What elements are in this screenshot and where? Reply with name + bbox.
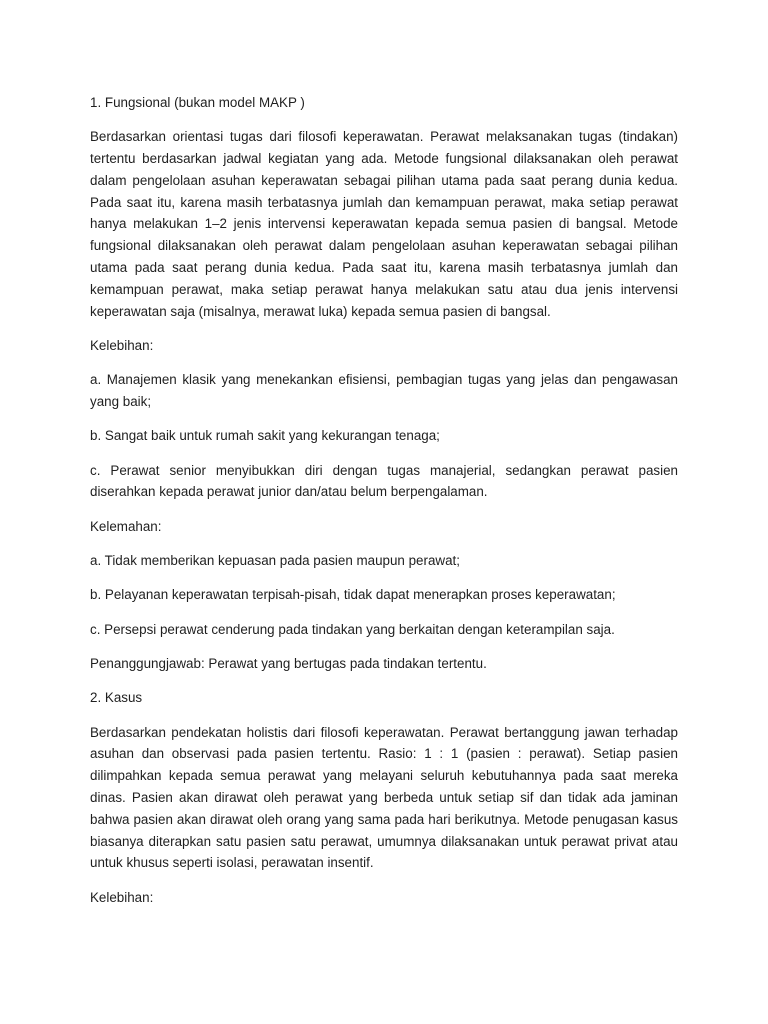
list-item-kelemahan-b: b. Pelayanan keperawatan terpisah-pisah, tidak dapat menerapkan proses keperawatan; [90, 587, 616, 603]
heading-kelemahan: Kelemahan: [90, 518, 162, 534]
section-heading-fungsional: 1. Fungsional (bukan model MAKP ) [90, 95, 305, 110]
list-item-kelebihan-b: b. Sangat baik untuk rumah sakit yang kekurangan tenaga; [90, 428, 440, 444]
list-item-kelebihan-a: a. Manajemen klasik yang menekankan efisiensi, pembagian tugas yang jelas dan pengawasan yang baik; [90, 372, 678, 410]
penanggungjawab-line: Penanggungjawab: Perawat yang bertugas pada tindakan tertentu. [90, 655, 487, 671]
paragraph-fungsional-description: Berdasarkan orientasi tugas dari filosofi keperawatan. Perawat melaksanakan tugas (tindakan) tertentu berdasarkan jadwal kegiatan yang ada. Metode fungsional dilaksanakan oleh perawat dalam pengelolaan asuhan keperawatan sebagai pilihan utama pada saat perang dunia kedua. Pada saat itu, karena masih terbatasnya jumlah dan kemampuan perawat, maka setiap perawat hanya melakukan 1–2 jenis intervensi keperawatan kepada semua pasien di bangsal. Metode fungsional dilaksanakan oleh perawat dalam pengelolaan asuhan keperawatan sebagai pilihan utama pada saat perang dunia kedua. Pada saat itu, karena masih terbatasnya jumlah dan kemampuan perawat, maka setiap perawat hanya melakukan satu atau dua jenis intervensi keperawatan saja (misalnya, merawat luka) kepada semua pasien di bangsal. [90, 129, 678, 319]
section-heading-kasus: 2. Kasus [90, 690, 143, 706]
heading-kelebihan: Kelebihan: [90, 337, 154, 353]
list-item-kelebihan-c: c. Perawat senior menyibukkan diri dengan tugas manajerial, sedangkan perawat pasien diserahkan kepada perawat junior dan/atau belum berpengalaman. [90, 462, 678, 500]
list-item-kelemahan-c: c. Persepsi perawat cenderung pada tindakan yang berkaitan dengan keterampilan saja. [90, 621, 615, 637]
paragraph-kasus-description: Berdasarkan pendekatan holistis dari filosofi keperawatan. Perawat bertanggung jawan terhadap asuhan dan observasi pada pasien tertentu. Rasio: 1 : 1 (pasien : perawat). Setiap pasien dilimpahkan kepada semua perawat yang melayani seluruh kebutuhannya pada saat mereka dinas. Pasien akan dirawat oleh perawat yang berbeda untuk setiap sif dan tidak ada jaminan bahwa pasien akan dirawat oleh orang yang sama pada hari berikutnya. Metode penugasan kasus biasanya diterapkan satu pasien satu perawat, umumnya dilaksanakan untuk perawat privat atau untuk khusus seperti isolasi, perawatan insentif. [90, 724, 678, 871]
heading-kelebihan-kasus: Kelebihan: [90, 889, 154, 905]
list-item-kelemahan-a: a. Tidak memberikan kepuasan pada pasien maupun perawat; [90, 553, 460, 569]
